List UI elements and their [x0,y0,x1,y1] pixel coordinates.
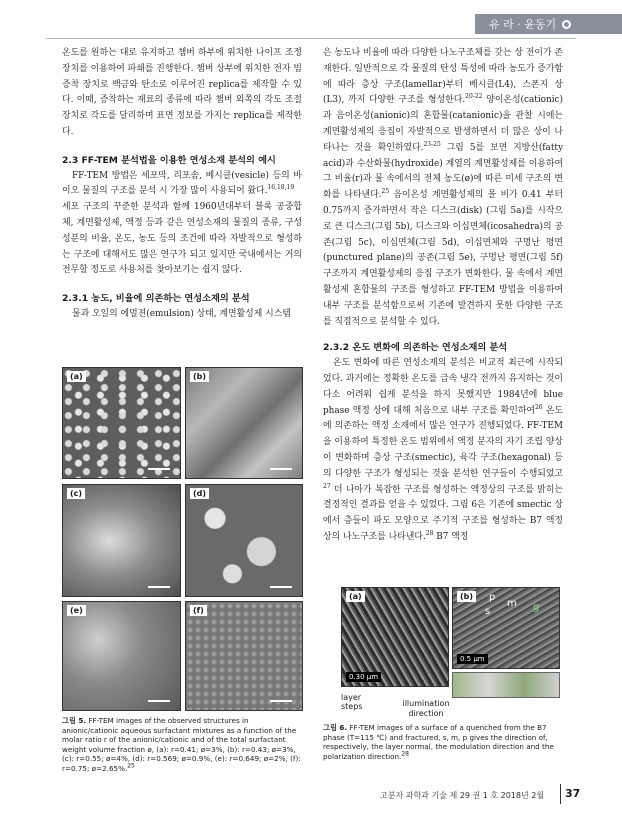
scale-bar [270,468,292,470]
figure-5-panel-d [185,484,303,597]
label-s: s [485,606,491,617]
left-paragraph-4: 물과 오일의 에멀젼(emulsion) 상태, 계면활성제 시스템 [72,308,291,319]
figure-5-caption-ref: 25 [127,762,135,770]
figure-6-caption-ref: 28 [401,750,409,758]
figure-5-panel-a [62,367,181,479]
scale-bar [270,586,292,588]
header-divider [46,38,576,39]
figure-5-panel-f [185,601,303,711]
left-column [62,46,302,323]
panel-label: (a) [346,591,365,602]
section-heading-2-3: 2.3 FF-TEM 분석법을 이용한 연성소재 분석의 예시 [62,154,276,166]
right-paragraph-1: 은 농도나 비율에 따라 다양한 나노구조체를 갖는 상 전이가 존재한다. 일반적으로 각 물질의 탄성 특성에 따라 농도가 증가함에 따라 층상 구조(lamellar)부터 베시클(L4), 스폰지 상(L3), 까지 다양한 구조를 형성한다.$^{20-22}$ 양이온성(cationic)과 음이온성(anionic)의 혼합물(catanionic)을 관찰 시에는 계면활성제의 응집이 자발적으로 발생하면서 더 많은 상이 나타나는 것을 확인하였다.$^{23-25}$ 그림 5를 보면 지방산(fatty acid)과 수산화물(hydroxide) 계열의 계면활성제를 이용하여 그 비율(r)과 물 속에서의 전체 농도(ø)에 따른 미세 구조의 변화를 나타낸다.$^{25}$ 음이온성 계면활성제의 몰 비가 0.41 부터 0.75까지 증가하면서 작은 디스크(disk) (그림 5a)를 시작으로 큰 디스크(그림 5b), 디스크와 이십면체(icosahedra)의 공존(그림 5c), 이십면체(그림 5d), 이십면체와 구멍난 평면(punctured plane)의 공존(그림 5e), 구멍난 평면(그림 5f) 구조까지 계면활성제의 응집 구조가 변화한다. 물 속에서 계면활성제 혼합물의 구조를 형성하고 FF-TEM 방법을 이용하여 내부 구조를 분석함으로써 기존에 발견하지 못한 다양한 구조를 직접적으로 분석할 수 있다. [323,48,563,327]
footer-divider [560,784,561,804]
illumination-direction-label: illumination direction [402,699,450,718]
label-p: p [489,592,496,603]
scale-bar [148,700,170,702]
scale-bar [148,586,170,588]
page-number: 37 [565,787,581,800]
panel-label: (b) [190,371,209,382]
section-header-tag [475,14,622,34]
figure-6-caption-text: FF-TEM images of a surface of a quenched from the B7 phase (T=115 ℃) and fractured, s, m, p gives the direction of, respectively, the layer normal, the modulation direction and the polarization direction. [323,723,554,761]
label-m: m [507,598,517,609]
left-paragraph-1: 온도를 원하는 대로 유지하고 챔버 하부에 위치한 나이프 조정 장치를 이용하여 파쇄를 진행한다. 챔버 상부에 위치한 전자 빔 증착 장치로 백금와 탄소로 이루어진 replica를 제작할 수 있다. 이때, 증착하는 재료의 종류에 따라 챔버 외쪽의 각도 조절 장치로 각도를 달리하며 표면 정보를 가지는 replica를 제작한다. [62,48,302,137]
figure-5-caption-text: FF-TEM images of the observed structures in anionic/cationic aqueous surfactant mixtures as a function of the molar ratio r of the anionic/cationic and of the total surfactant weight volume fraction ø, (a): r=0.41; ø=3%, (b): r=0.43; ø=3%, (c): r=0.55; ø=4%, (d): r=0.569; ø=0.9%, (e): r=0.649; ø=2%, (f): r=0.75; ø=2.65%. [62,716,301,773]
panel-label: (b) [457,591,476,602]
left-paragraph-3: 세포 구조의 꾸준한 분석과 함께 1960년대부터 블록 공중합체, 계면활성제, 액정 등과 같은 연성소재의 물질의 종류, 구성 성분의 비율, 온도, 농도 등의 조건에 따라 자발적으로 형성하는 구조에 대해서도 많은 연구가 되고 있지만 국내에서는 거의 전무할 정도로 사용처를 찾아보기는 쉽지 않다. [62,202,302,276]
circle-icon [562,20,571,29]
left-paragraph-2: FF-TEM 방법은 세포막, 리포솜, 베시클(vesicle) 등의 바이오 물질의 구조를 분석 시 가장 많이 사용되어 왔다.$^{16,18,19}$ [62,170,302,197]
figure-6-caption [323,723,563,761]
section-heading-2-3-2: 2.3.2 온도 변화에 의존하는 연성소재의 분석 [323,342,508,354]
panel-label: (c) [67,488,85,499]
figure-6-panel-a [341,587,449,687]
figure-5-panel-b [185,367,303,479]
right-column [323,46,563,546]
figure-5-caption-label: 그림 5. [62,716,87,725]
figure-6-panel-b [452,587,560,669]
scale-label: 0.5 μm [457,654,488,664]
panel-label: (d) [190,488,209,499]
panel-label: (a) [67,371,86,382]
panel-label: (e) [67,605,86,616]
section-author-label: 유 라 · 윤동기 [489,18,557,31]
scale-label: 0.30 μm [346,672,381,682]
journal-footer: 고분자 과학과 기술 제 29 권 1 호 2018년 2월 [380,791,545,800]
label-g: g [533,602,540,613]
right-paragraph-2: 온도 변화에 따른 연성소재의 분석은 비교적 최근에 시작되었다. 과거에는 정확한 온도를 급속 냉각 전까지 유지하는 것이 다소 어려워 쉽게 분석을 하지 못했지만 1984년에 blue phase 액정 상에 대해 처음으로 내부 구조를 확인하여$^{26}$ 온도에 의존하는 액정 소재에서 많은 연구가 진행되었다. FF-TEM을 이용하여 특정한 온도 범위에서 액정 분자의 자기 조립 양상이 변화하며 층상 구조(smectic), 육각 구조(hexagonal) 등의 다양한 구조가 형성되는 것을 분석한 연구들이 수행되었고$^{27}$ 더 나아가 복잡한 구조를 형성하는 액정상의 구조를 밝히는 결정적인 결과를 얻을 수 있었다. 그림 6은 기존에 smectic 상에서 층들이 파도 모양으로 주기적 구조를 형성하는 B7 액정 상의 나노구조를 나타낸다.$^{28}$ B7 액정 [323,358,563,542]
panel-label: (f) [190,605,207,616]
scale-bar [270,700,292,702]
figure-5-panel-c [62,484,181,597]
layer-steps-label: layer steps [341,693,363,711]
figure-6-caption-label: 그림 6. [323,723,348,732]
figure-5-panel-e [62,601,181,711]
section-heading-2-3-1: 2.3.1 농도, 비율에 의존하는 연성소재의 분석 [62,293,250,305]
figure-6-layer-model [452,672,560,698]
figure-5-caption [62,716,304,774]
scale-bar [148,468,170,470]
